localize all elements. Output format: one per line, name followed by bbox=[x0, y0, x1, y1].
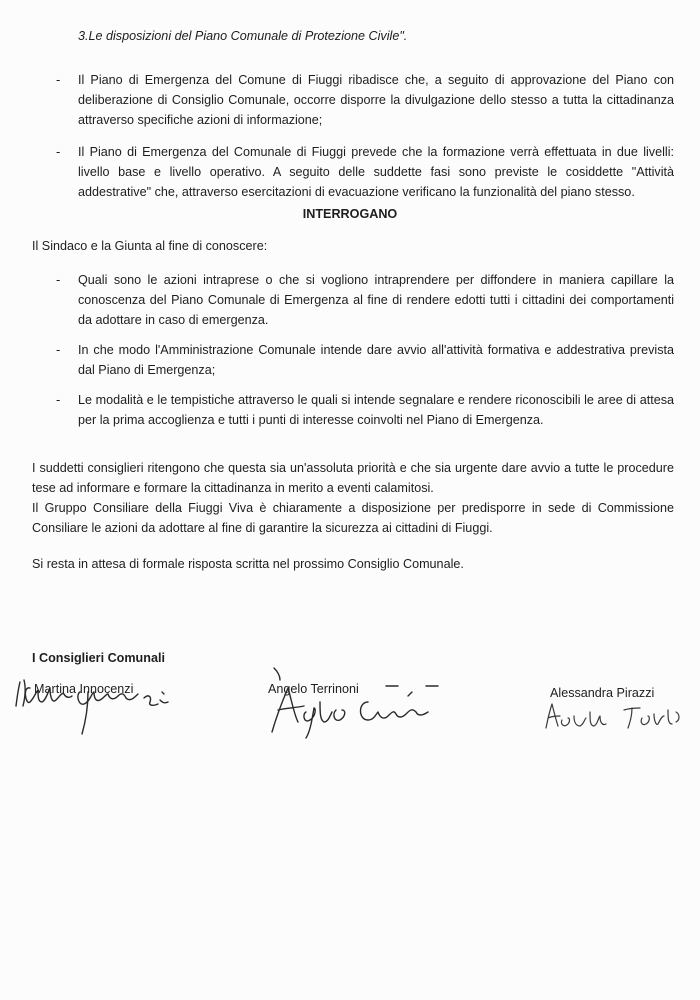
signers-title: I Consiglieri Comunali bbox=[32, 651, 165, 665]
intro-fragment: 3.Le disposizioni del Piano Comunale di Protezione Civile". bbox=[78, 29, 408, 43]
premise-1: Il Piano di Emergenza del Comune di Fiuggi ribadisce che, a seguito di approvazione del Piano con deliberazione di Consiglio Comunale, occorre disporre la divulgazione dello stesso a tutta la cittadinanza attraverso specifiche azioni di informazione; bbox=[78, 73, 674, 127]
signer-name-2: Angelo Terrinoni bbox=[268, 682, 359, 696]
signer-name-1: Martina Innocenzi bbox=[34, 682, 134, 696]
closing-paragraph-2: Il Gruppo Consiliare della Fiuggi Viva è chiaramente a disposizione per predisporre in sede di Commissione Consiliare le azioni da adottare al fine di garantire la sicurezza ai cittadini di Fiuggi. bbox=[32, 501, 674, 535]
bullet-dash: - bbox=[56, 342, 61, 357]
addressee-line: Il Sindaco e la Giunta al fine di conoscere: bbox=[32, 239, 268, 253]
handwritten-signature-1 bbox=[12, 672, 182, 742]
question-3: Le modalità e le tempistiche attraverso le quali si intende segnalare e rendere riconoscibili le aree di attesa per la prima accoglienza e tutti i punti di interesse coinvolti nel Piano di Emergenza. bbox=[78, 393, 674, 427]
question-2: In che modo l'Amministrazione Comunale intende dare avvio all'attività formativa e addestrativa prevista dal Piano di Emergenza; bbox=[78, 343, 674, 377]
handwritten-signature-2 bbox=[258, 662, 448, 742]
premise-2: Il Piano di Emergenza del Comunale di Fiuggi prevede che la formazione verrà effettuata in due livelli: livello base e livello operativo. A seguito delle suddette fasi sono previste le cosiddette "Attività addestrative" che, attraverso esercitazioni di evacuazione verificano la funzionalità del piano stesso. bbox=[78, 145, 674, 199]
bullet-dash: - bbox=[56, 72, 61, 87]
closing-paragraph-1: I suddetti consiglieri ritengono che questa sia un'assoluta priorità e che sia urgente dare avvio a tutte le procedure tese ad informare e formare la cittadinanza in merito a eventi calamitosi. bbox=[32, 461, 674, 495]
bullet-dash: - bbox=[56, 272, 61, 287]
section-heading: INTERROGANO bbox=[302, 207, 398, 221]
bullet-dash: - bbox=[56, 144, 61, 159]
handwritten-signature-3 bbox=[540, 696, 690, 736]
question-1: Quali sono le azioni intraprese o che si vogliono intraprendere per diffondere in maniera capillare la conoscenza del Piano Comunale di Emergenza al fine di rendere edotti tutti i cittadini dei comportamenti da adottare in caso di emergenza. bbox=[78, 273, 674, 327]
bullet-dash: - bbox=[56, 392, 61, 407]
signer-name-3: Alessandra Pirazzi bbox=[550, 686, 655, 700]
closing-paragraph-3: Si resta in attesa di formale risposta scritta nel prossimo Consiglio Comunale. bbox=[32, 557, 464, 571]
